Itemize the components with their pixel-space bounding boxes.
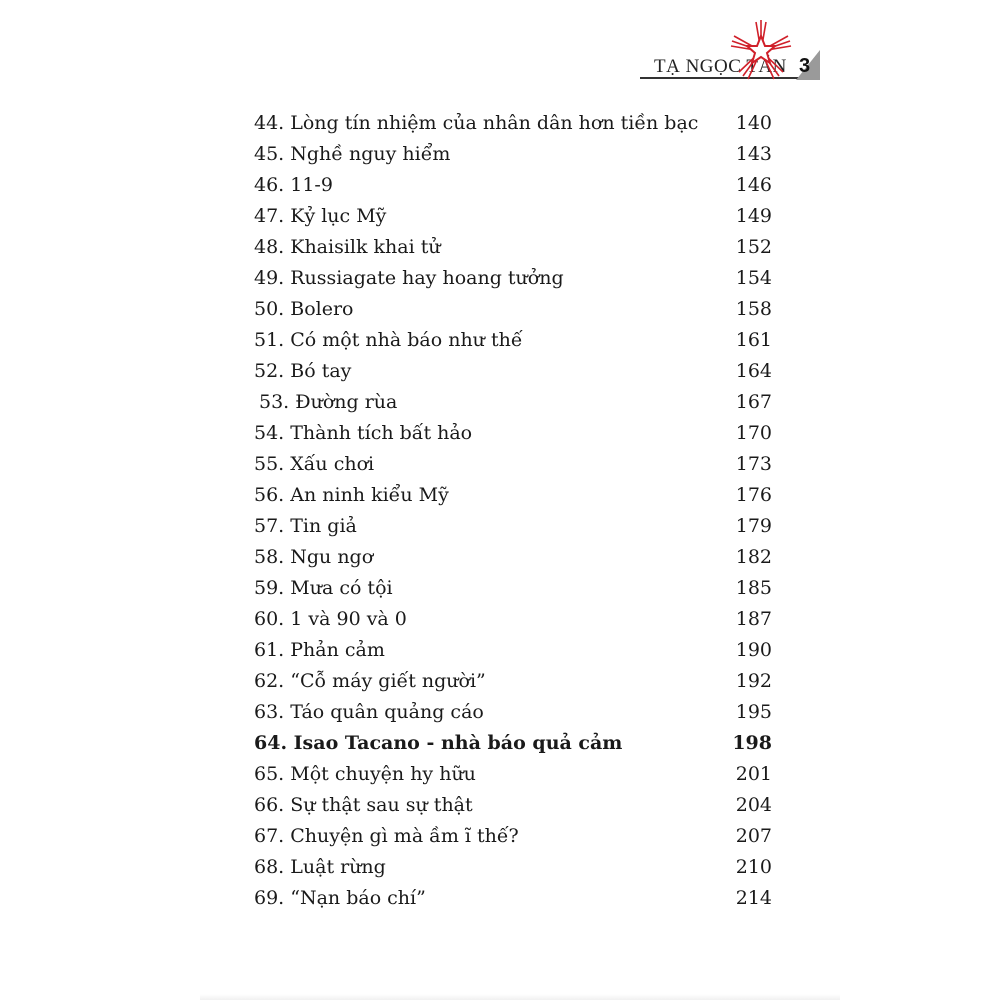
toc-entry-title: 51. Có một nhà báo như thế bbox=[254, 329, 523, 351]
toc-entry-page: 143 bbox=[735, 143, 772, 165]
toc-entry-title: 48. Khaisilk khai tử bbox=[254, 236, 441, 258]
toc-entry-title: 47. Kỷ lục Mỹ bbox=[254, 205, 387, 227]
toc-entry bbox=[250, 635, 780, 666]
toc-entry bbox=[250, 139, 780, 170]
toc-entry-page: 201 bbox=[735, 763, 772, 785]
toc-entry-page: 198 bbox=[732, 732, 772, 754]
toc-entry-page: 140 bbox=[735, 112, 772, 134]
toc-entry-title: 55. Xấu chơi bbox=[254, 453, 375, 475]
toc-entry bbox=[250, 883, 780, 914]
toc-entry-page: 204 bbox=[735, 794, 772, 816]
toc-entry-page: 158 bbox=[735, 298, 772, 320]
page-header bbox=[0, 0, 1000, 100]
toc-entry-page: 187 bbox=[735, 608, 772, 630]
toc-entry bbox=[250, 821, 780, 852]
toc-entry-title: 50. Bolero bbox=[254, 298, 354, 320]
toc-entry-page: 154 bbox=[735, 267, 772, 289]
toc-entry-page: 207 bbox=[735, 825, 772, 847]
toc-entry-title: 63. Táo quân quảng cáo bbox=[254, 701, 484, 723]
toc-entry bbox=[250, 573, 780, 604]
toc-entry-title: 60. 1 và 90 và 0 bbox=[254, 608, 407, 630]
toc-entry bbox=[250, 418, 780, 449]
header-page-number: 3 bbox=[799, 55, 811, 77]
toc-entry-title: 68. Luật rừng bbox=[254, 856, 386, 878]
toc-entry-title: 49. Russiagate hay hoang tưởng bbox=[254, 267, 564, 289]
toc-entry bbox=[250, 108, 780, 139]
toc-entry bbox=[250, 542, 780, 573]
table-of-contents bbox=[250, 108, 780, 914]
toc-entry-page: 149 bbox=[735, 205, 772, 227]
toc-entry-page: 170 bbox=[735, 422, 772, 444]
toc-entry-title: 52. Bó tay bbox=[254, 360, 352, 382]
toc-entry-page: 146 bbox=[735, 174, 772, 196]
toc-entry-title: 53. Đường rùa bbox=[259, 391, 398, 413]
toc-entry-title: 64. Isao Tacano - nhà báo quả cảm bbox=[254, 732, 623, 754]
toc-entry bbox=[250, 170, 780, 201]
toc-entry-title: 62. “Cỗ máy giết người” bbox=[254, 670, 486, 692]
toc-entry-title: 66. Sự thật sau sự thật bbox=[254, 794, 473, 816]
toc-entry bbox=[250, 387, 780, 418]
toc-entry bbox=[250, 728, 780, 759]
toc-entry bbox=[250, 294, 780, 325]
toc-entry-title: 57. Tin giả bbox=[254, 515, 357, 537]
toc-entry-title: 67. Chuyện gì mà ầm ĩ thế? bbox=[254, 825, 519, 847]
toc-entry-page: 185 bbox=[735, 577, 772, 599]
toc-entry-title: 59. Mưa có tội bbox=[254, 577, 393, 599]
toc-entry-title: 65. Một chuyện hy hữu bbox=[254, 763, 476, 785]
page-bottom-edge bbox=[200, 994, 840, 1000]
toc-entry-page: 179 bbox=[735, 515, 772, 537]
toc-entry-page: 195 bbox=[735, 701, 772, 723]
toc-entry-title: 69. “Nạn báo chí” bbox=[254, 887, 426, 909]
toc-entry bbox=[250, 356, 780, 387]
red-star-emblem-icon bbox=[728, 18, 794, 84]
toc-entry-title: 45. Nghề nguy hiểm bbox=[254, 143, 451, 165]
toc-entry bbox=[250, 480, 780, 511]
toc-entry-page: 192 bbox=[735, 670, 772, 692]
toc-entry bbox=[250, 201, 780, 232]
header-author: TẠ NGỌC TẤN bbox=[654, 56, 787, 77]
toc-entry-page: 190 bbox=[735, 639, 772, 661]
toc-entry bbox=[250, 325, 780, 356]
toc-entry-page: 210 bbox=[735, 856, 772, 878]
toc-entry bbox=[250, 666, 780, 697]
toc-entry-title: 61. Phản cảm bbox=[254, 639, 385, 661]
toc-entry bbox=[250, 790, 780, 821]
toc-entry-page: 161 bbox=[735, 329, 772, 351]
toc-entry bbox=[250, 759, 780, 790]
toc-entry-page: 214 bbox=[735, 887, 772, 909]
toc-entry-page: 176 bbox=[735, 484, 772, 506]
toc-entry bbox=[250, 852, 780, 883]
toc-entry-page: 173 bbox=[735, 453, 772, 475]
toc-entry-title: 56. An ninh kiểu Mỹ bbox=[254, 484, 449, 506]
toc-entry bbox=[250, 263, 780, 294]
toc-entry-page: 164 bbox=[735, 360, 772, 382]
toc-entry-page: 167 bbox=[735, 391, 772, 413]
toc-entry bbox=[250, 697, 780, 728]
toc-entry-title: 54. Thành tích bất hảo bbox=[254, 422, 473, 444]
toc-entry bbox=[250, 449, 780, 480]
toc-entry-title: 44. Lòng tín nhiệm của nhân dân hơn tiền bạc bbox=[254, 112, 699, 134]
toc-entry bbox=[250, 232, 780, 263]
toc-entry-title: 58. Ngu ngơ bbox=[254, 546, 374, 568]
toc-entry bbox=[250, 511, 780, 542]
toc-entry-title: 46. 11-9 bbox=[254, 174, 333, 196]
toc-entry-page: 152 bbox=[735, 236, 772, 258]
toc-entry bbox=[250, 604, 780, 635]
toc-entry-page: 182 bbox=[735, 546, 772, 568]
